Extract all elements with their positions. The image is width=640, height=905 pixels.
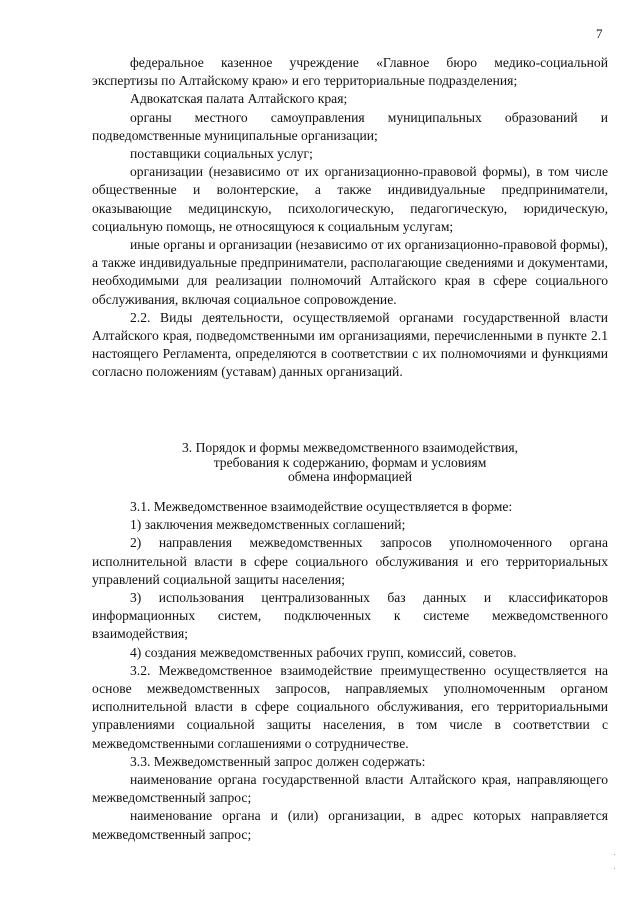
paragraph: 2) направления межведомственных запросов уполномоченного органа исполнительной власти в сфере социального обслуживания и его территориальных управлений социальной защиты населения; [92,535,608,587]
paragraph: 3.2. Межведомственное взаимодействие преимущественно осуществляется на основе межведомственных запросов, направляемых уполномоченным органом исполнительной власти в сфере социального обслуживания, его территориальными управлениями социальной защиты населения, в том числе в соответствии с межведомственными соглашениями о сотрудничестве. [92,662,608,751]
scan-speck [614,868,615,869]
paragraph: наименование органа государственной власти Алтайского края, направляющего межведомственный запрос; [92,772,608,806]
paragraph: наименование органа и (или) организации, в адрес которых направляется межведомственный запрос; [92,808,608,842]
section-heading-line: требования к содержанию, формам и условиям [213,454,487,470]
paragraph: федеральное казенное учреждение «Главное бюро медико-социальной экспертизы по Алтайскому краю» и его территориальные подразделения; [92,55,608,89]
paragraph: 3.1. Межведомственное взаимодействие осуществляется в форме: [130,499,513,514]
paragraph: 3.3. Межведомственный запрос должен содержать: [130,753,426,769]
paragraph: иные органы и организации (независимо от их организационно-правовой формы), а также индивидуальные предприниматели, располагающие сведениями и документами, необходимыми для реализации полномочий Алтайского края в сфере социального обслуживания, включая социальное сопровождение. [92,237,608,307]
scan-speck [614,854,615,855]
section-heading-line: обмена информацией [287,469,413,484]
page-number: 7 [596,26,603,41]
body-text-upper [92,54,608,382]
paragraph: 1) заключения межведомственных соглашений; [130,517,406,533]
paragraph: 4) создания межведомственных рабочих групп, комиссий, советов. [130,644,517,660]
paragraph: поставщики социальных услуг; [130,146,313,162]
body-text-lower [92,498,608,844]
paragraph: 2.2. Виды деятельности, осуществляемой органами государственной власти Алтайского края, подведомственными им организациями, перечисленными в пункте 2.1 настоящего Регламента, определяются в соответствии с их полномочиями и функциями согласно положениям (уставам) данных организаций. [92,309,608,380]
paragraph: органы местного самоуправления муниципальных образований и подведомственные муниципальные организации; [92,109,608,143]
paragraph: организации (независимо от их организационно-правовой формы), в том числе общественные и волонтерские, а также индивидуальные предприниматели, оказывающие медицинскую, психологическую, педагогическую, юридическую, социальную помощь, не относящуюся к социальным услугам; [92,164,608,234]
paragraph: Адвокатская палата Алтайского края; [130,91,348,107]
paragraph: 3) использования централизованных баз данных и классификаторов информационных систем, подключенных к системе межведомственного взаимодействия; [92,590,608,642]
section-heading [92,441,608,485]
section-heading-line: 3. Порядок и формы межведомственного взаимодействия, [181,440,519,455]
